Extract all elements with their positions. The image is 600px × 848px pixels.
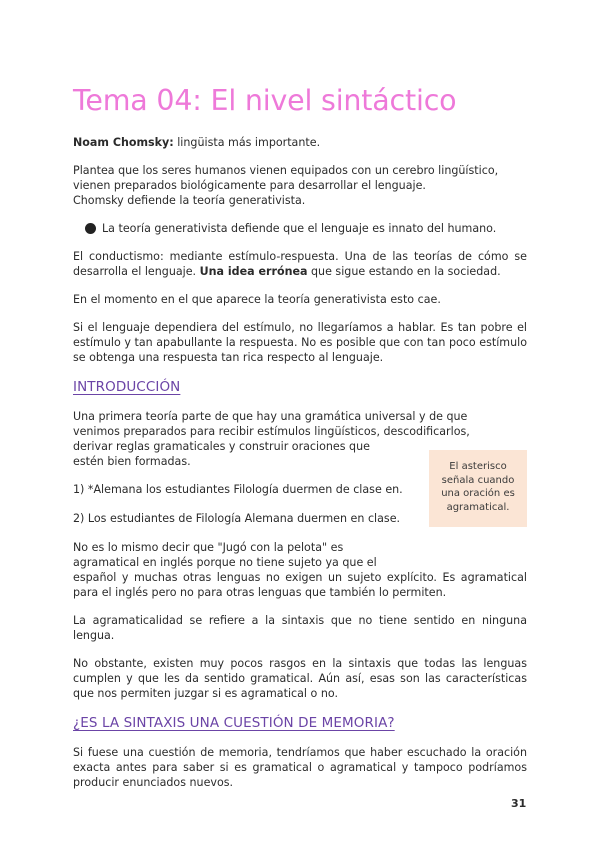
intro-line-2: venimos preparados para recibir estímulos lingüísticos, descodificarlos, <box>73 425 470 438</box>
pelota-line-2: agramatical en inglés porque no tiene sujeto ya que el <box>73 556 377 569</box>
example-1: 1) *Alemana los estudiantes Filología duermen de clase en. <box>73 483 403 496</box>
bullet-item <box>85 221 527 236</box>
section-heading-memoria: ¿ES LA SINTAXIS UNA CUESTIÓN DE MEMORIA? <box>73 715 395 731</box>
chomsky-desc: lingüista más importante. <box>173 136 321 149</box>
paragraph-momento: En el momento en el que aparece la teoría generativista esto cae. <box>73 293 441 306</box>
paragraph-memoria: Si fuese una cuestión de memoria, tendríamos que haber escuchado la oración exacta antes para saber si es gramatical o agramatical y tampoco podríamos producir enunciados nuevos. <box>73 746 527 789</box>
intro-line-1: Una primera teoría parte de que hay una gramática universal y de que <box>73 410 468 423</box>
intro-line-3: derivar reglas gramaticales y construir oraciones que <box>73 440 370 453</box>
conductismo-bold: Una idea errónea <box>199 265 308 278</box>
paragraph-estimulo: Si el lenguaje dependiera del estímulo, no llegaríamos a hablar. Es tan pobre el estímulo y tan apabullante la respuesta. No es posible que con tan poco estímulo se obtenga una respuesta tan rica respecto al lenguaje. <box>73 321 527 364</box>
intro-block <box>73 409 527 600</box>
bullet-dot-icon <box>85 223 96 234</box>
paragraph-rasgos: No obstante, existen muy pocos rasgos en la sintaxis que todas las lenguas cumplen y que les da sentido gramatical. Aún así, esas son las características que nos permiten juzgar si es agramatical o no. <box>73 657 527 700</box>
chomsky-name: Noam Chomsky: <box>73 136 174 149</box>
page-number: 31 <box>511 797 527 810</box>
intro-line-4: estén bien formadas. <box>73 455 191 468</box>
bullet-text: La teoría generativista defiende que el lenguaje es innato del humano. <box>102 222 497 235</box>
innate-line-2: vienen preparados biológicamente para desarrollar el lenguaje. <box>73 179 426 192</box>
paragraph-innate <box>73 163 527 208</box>
paragraph-agramaticalidad: La agramaticalidad se refiere a la sintaxis que no tiene sentido en ninguna lengua. <box>73 614 527 642</box>
pelota-line-1: No es lo mismo decir que "Jugó con la pelota" es <box>73 541 344 554</box>
paragraph-conductismo <box>73 249 527 279</box>
example-2: 2) Los estudiantes de Filología Alemana duermen en clase. <box>73 512 401 525</box>
side-note: El asterisco señala cuando una oración es agramatical. <box>429 450 527 527</box>
innate-line-1: Plantea que los seres humanos vienen equipados con un cerebro lingüístico, <box>73 164 499 177</box>
page-content <box>73 84 527 803</box>
innate-line-3: Chomsky defiende la teoría generativista. <box>73 194 306 207</box>
page-title: Tema 04: El nivel sintáctico <box>73 84 457 117</box>
conductismo-start: El conductismo: mediante estímulo-respuesta. Una de las teorías de cómo se desarrolla el lenguaje. <box>73 250 527 278</box>
paragraph-pelota <box>73 540 527 600</box>
paragraph-chomsky <box>73 135 527 150</box>
pelota-rest: español y muchas otras lenguas no exigen un sujeto explícito. Es agramatical para el inglés pero no para otras lenguas que también lo permiten. <box>73 571 527 599</box>
section-heading-introduccion: INTRODUCCIÓN <box>73 379 181 395</box>
conductismo-end: que sigue estando en la sociedad. <box>307 265 501 278</box>
